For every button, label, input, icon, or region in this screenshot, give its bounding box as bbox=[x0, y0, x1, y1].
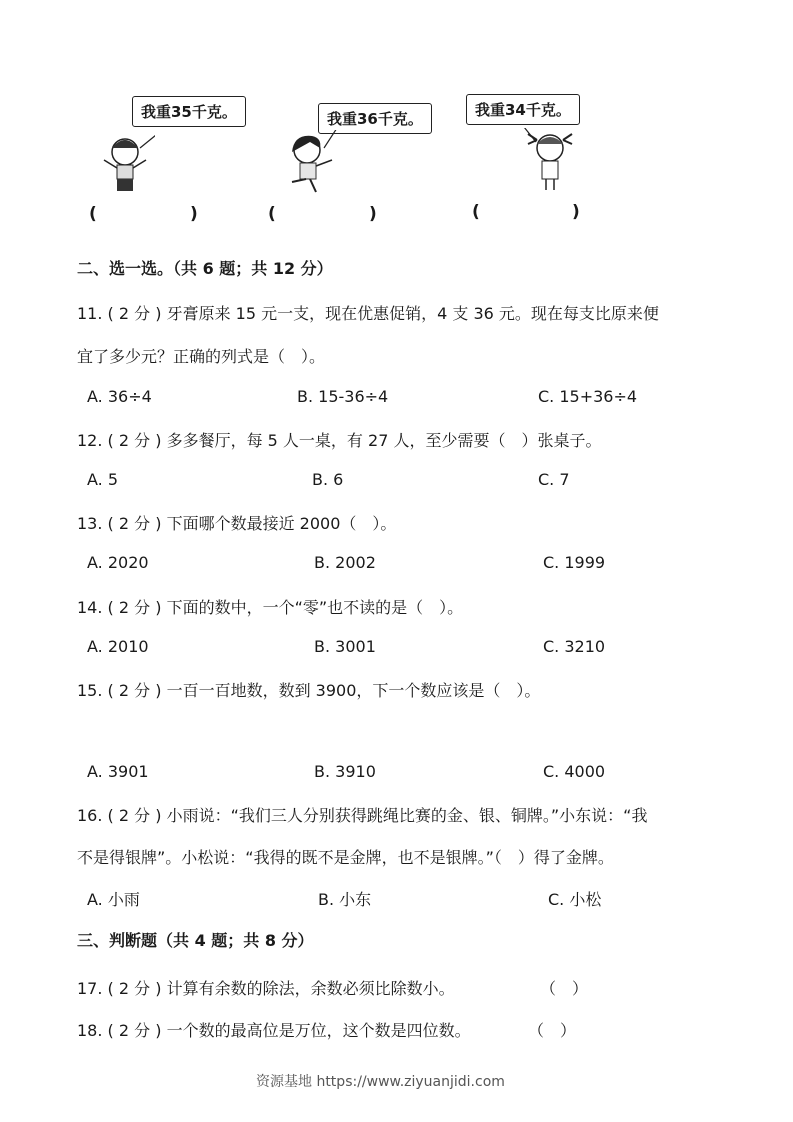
option-b[interactable]: B. 2002 bbox=[314, 553, 376, 572]
option-a[interactable]: A. 2020 bbox=[87, 553, 149, 572]
question-score: ( 2 分 ) bbox=[107, 514, 162, 533]
question-number: 14. bbox=[77, 598, 103, 617]
option-b[interactable]: B. 小东 bbox=[318, 890, 372, 909]
question-score: ( 2 分 ) bbox=[107, 304, 162, 323]
question-number: 16. bbox=[77, 806, 103, 825]
option-b[interactable]: B. 3910 bbox=[314, 762, 376, 781]
question-text: 下面的数中，一个“零”也不读的是（ ）。 bbox=[166, 598, 464, 617]
question-text-line2: 不是得银牌”。小松说：“我得的既不是金牌，也不是银牌。”（ ）得了金牌。 bbox=[77, 848, 614, 867]
girl-pigtails-figure-icon bbox=[520, 128, 585, 196]
answer-blank[interactable]: （ ） bbox=[540, 979, 589, 998]
option-b[interactable]: B. 3001 bbox=[314, 637, 376, 656]
question-score: ( 2 分 ) bbox=[107, 1021, 162, 1040]
question-score: ( 2 分 ) bbox=[107, 979, 162, 998]
answer-paren-open: ( bbox=[89, 204, 97, 224]
question-score: ( 2 分 ) bbox=[107, 681, 162, 700]
question-text: 牙膏原来 15 元一支，现在优惠促销，4 支 36 元。现在每支比原来便 bbox=[166, 304, 659, 323]
answer-paren-close: ) bbox=[572, 202, 580, 222]
answer-paren-open: ( bbox=[472, 202, 480, 222]
option-c[interactable]: C. 小松 bbox=[548, 890, 602, 909]
answer-paren-close: ) bbox=[190, 204, 198, 224]
option-c[interactable]: C. 15+36÷4 bbox=[538, 387, 638, 406]
question-score: ( 2 分 ) bbox=[107, 431, 162, 450]
question-text: 小雨说：“我们三人分别获得跳绳比赛的金、银、铜牌。”小东说：“我 bbox=[166, 806, 648, 825]
boy-figure-icon bbox=[100, 130, 155, 195]
option-c[interactable]: C. 7 bbox=[538, 470, 570, 489]
answer-paren-close: ) bbox=[369, 204, 377, 224]
option-c[interactable]: C. 3210 bbox=[543, 637, 606, 656]
speech-bubble: 我重36千克。 bbox=[318, 103, 432, 134]
question-number: 12. bbox=[77, 431, 103, 450]
question-text: 一个数的最高位是万位，这个数是四位数。 bbox=[166, 1021, 471, 1040]
question-text: 计算有余数的除法，余数必须比除数小。 bbox=[166, 979, 455, 998]
option-a[interactable]: A. 2010 bbox=[87, 637, 149, 656]
question-score: ( 2 分 ) bbox=[107, 598, 162, 617]
option-b[interactable]: B. 15-36÷4 bbox=[297, 387, 389, 406]
speech-bubble: 我重34千克。 bbox=[466, 94, 580, 125]
speech-bubble: 我重35千克。 bbox=[132, 96, 246, 127]
question-number: 18. bbox=[77, 1021, 103, 1040]
option-a[interactable]: A. 5 bbox=[87, 470, 119, 489]
option-c[interactable]: C. 1999 bbox=[543, 553, 606, 572]
question-number: 13. bbox=[77, 514, 103, 533]
question-number: 15. bbox=[77, 681, 103, 700]
option-a[interactable]: A. 36÷4 bbox=[87, 387, 152, 406]
section-title: 三、判断题（共 4 题；共 8 分） bbox=[77, 931, 314, 950]
girl-figure-icon bbox=[282, 130, 342, 195]
answer-paren-open: ( bbox=[268, 204, 276, 224]
option-c[interactable]: C. 4000 bbox=[543, 762, 606, 781]
question-score: ( 2 分 ) bbox=[107, 806, 162, 825]
section-title: 二、选一选。（共 6 题；共 12 分） bbox=[77, 259, 333, 278]
option-b[interactable]: B. 6 bbox=[312, 470, 344, 489]
question-text-line2: 宜了多少元？正确的列式是（ ）。 bbox=[77, 347, 326, 366]
question-text: 多多餐厅，每 5 人一桌，有 27 人，至少需要（ ）张桌子。 bbox=[166, 431, 602, 450]
option-a[interactable]: A. 小雨 bbox=[87, 890, 140, 909]
footer-watermark: 资源基地 https://www.ziyuanjidi.com bbox=[256, 1074, 505, 1090]
question-text: 一百一百地数，数到 3900，下一个数应该是（ ）。 bbox=[166, 681, 541, 700]
question-number: 17. bbox=[77, 979, 103, 998]
question-text: 下面哪个数最接近 2000（ ）。 bbox=[166, 514, 397, 533]
answer-blank[interactable]: （ ） bbox=[528, 1021, 577, 1040]
option-a[interactable]: A. 3901 bbox=[87, 762, 149, 781]
question-number: 11. bbox=[77, 304, 103, 323]
